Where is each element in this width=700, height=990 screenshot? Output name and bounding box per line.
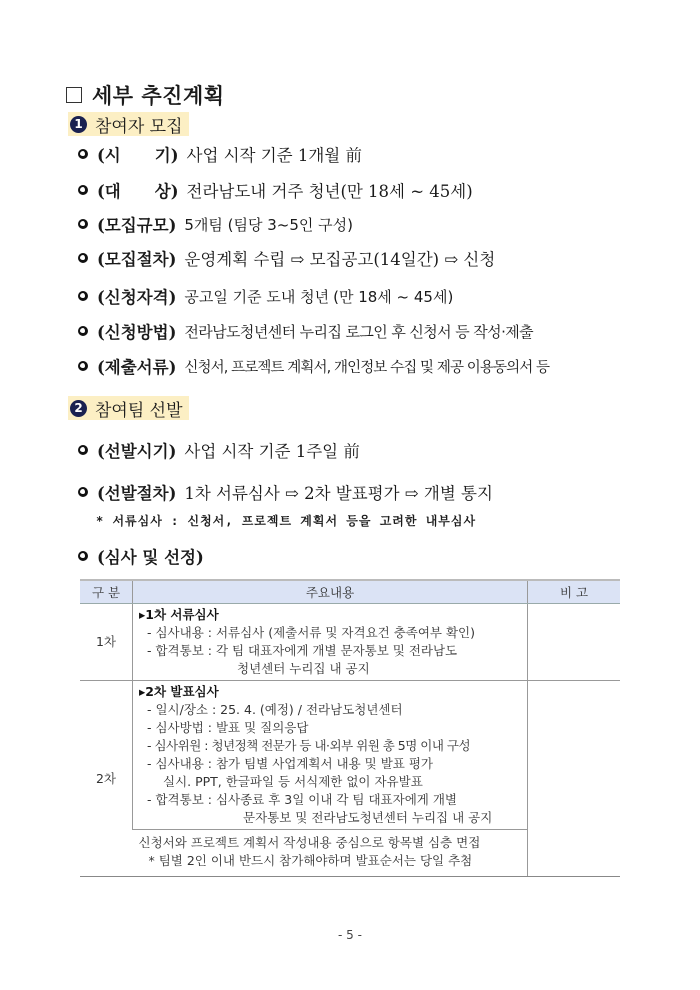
stage-cell: 1차 <box>80 604 133 681</box>
item-value: 전라남도내 거주 청년(만 18세 ~ 45세) <box>186 182 473 201</box>
header-content: 주요내용 <box>133 580 528 604</box>
list-item <box>78 284 453 308</box>
item-label: (신청방법) <box>97 323 177 342</box>
item-label: (선발절차) <box>97 484 177 503</box>
footnote: * 서류심사 : 신청서, 프로젝트 계획서 등을 고려한 내부심사 <box>96 514 477 528</box>
row-line: * 팀별 2인 이내 반드시 참가해야하며 발표순서는 당일 추첨 <box>148 853 473 868</box>
content-cell <box>133 604 528 681</box>
circle-bullet-icon <box>78 487 88 497</box>
list-item <box>78 212 353 236</box>
circle-bullet-icon <box>78 551 88 561</box>
section-heading-2 <box>68 396 189 420</box>
item-value: 1차 서류심사 ⇨ 2차 발표평가 ⇨ 개별 통지 <box>184 484 493 503</box>
header-remarks: 비 고 <box>528 580 621 604</box>
stage-cell: 2차 <box>80 681 133 877</box>
row-heading: ▸1차 서류심사 <box>139 607 219 622</box>
circle-bullet-icon <box>78 361 88 371</box>
row-line: 신청서와 프로젝트 계획서 작성내용 중심으로 항목별 심층 면접 <box>138 835 481 850</box>
item-value: 공고일 기준 도내 청년 <box>184 287 330 306</box>
list-item <box>78 142 362 166</box>
item-label: (심사 및 선정) <box>97 548 204 567</box>
list-item <box>78 438 360 462</box>
remark-cell <box>528 681 621 877</box>
section-label: 참여자 모집 <box>95 116 183 137</box>
item-value: 사업 시작 기준 1주일 前 <box>184 442 360 461</box>
item-label: (선발시기) <box>97 442 177 461</box>
row-line: - 심사위원 : 청년정책 전문가 등 내·외부 위원 총 5명 이내 구성 <box>147 738 471 753</box>
list-item <box>78 319 533 343</box>
row-line: - 일시/장소 : 25. 4. (예정) / 전라남도청년센터 <box>147 702 403 717</box>
item-value: 사업 시작 기준 1개월 前 <box>186 146 362 165</box>
row-line: 청년센터 누리집 내 공지 <box>237 661 370 676</box>
table-row <box>80 681 620 830</box>
numbered-circle-icon: 2 <box>70 400 87 417</box>
circle-bullet-icon <box>78 326 88 336</box>
item-value: 운영계획 수립 ⇨ 모집공고(14일간) ⇨ 신청 <box>184 250 496 269</box>
title-text: 세부 추진계획 <box>92 84 225 108</box>
content-cell <box>133 681 528 830</box>
list-item <box>78 480 493 504</box>
row-line: - 심사방법 : 발표 및 질의응답 <box>147 720 309 735</box>
row-line: - 심사내용 : 서류심사 (제출서류 및 자격요건 충족여부 확인) <box>147 625 475 640</box>
list-item <box>78 246 495 270</box>
table-header-row <box>80 580 620 604</box>
content-cell <box>133 830 528 877</box>
item-value: 신청서, 프로젝트 계획서, 개인정보 수집 및 제공 이용동의서 등 <box>184 359 550 376</box>
row-line: 문자통보 및 전라남도청년센터 누리집 내 공지 <box>243 810 493 825</box>
list-item <box>78 178 473 202</box>
item-label: (모집절차) <box>97 250 177 269</box>
list-item <box>78 544 212 568</box>
header-category: 구 분 <box>80 580 133 604</box>
item-label: (시 기) <box>97 146 179 165</box>
circle-bullet-icon <box>78 185 88 195</box>
item-label: (제출서류) <box>97 358 177 377</box>
section-heading-1 <box>68 112 189 136</box>
circle-bullet-icon <box>78 291 88 301</box>
section-label: 참여팀 선발 <box>95 400 183 421</box>
remark-cell <box>528 604 621 681</box>
circle-bullet-icon <box>78 445 88 455</box>
checkbox-square-icon <box>66 87 82 103</box>
numbered-circle-icon: 1 <box>70 116 87 133</box>
item-value-small: (만 18세 ~ 45세) <box>333 287 454 306</box>
row-heading: ▸2차 발표심사 <box>139 684 219 699</box>
circle-bullet-icon <box>78 149 88 159</box>
page-number: - 5 - <box>338 928 362 942</box>
circle-bullet-icon <box>78 253 88 263</box>
row-line: - 합격통보 : 각 팀 대표자에게 개별 문자통보 및 전라남도 <box>147 643 458 658</box>
item-label: (신청자격) <box>97 288 177 307</box>
table-row <box>80 604 620 681</box>
selection-table <box>80 579 620 877</box>
item-label: (대 상) <box>97 182 179 201</box>
page-title <box>66 80 225 110</box>
circle-bullet-icon <box>78 219 88 229</box>
item-label: (모집규모) <box>97 216 177 235</box>
item-value: 5개팀 (팀당 3~5인 구성) <box>184 215 354 234</box>
list-item <box>78 354 549 378</box>
row-line: - 합격통보 : 심사종료 후 3일 이내 각 팀 대표자에게 개별 <box>147 792 457 807</box>
row-line: 실시. PPT, 한글파일 등 서식제한 없이 자유발표 <box>163 774 423 789</box>
row-line: - 심사내용 : 참가 팀별 사업계획서 내용 및 발표 평가 <box>147 756 433 771</box>
item-value: 전라남도청년센터 누리집 로그인 후 신청서 등 작성·제출 <box>184 322 534 341</box>
